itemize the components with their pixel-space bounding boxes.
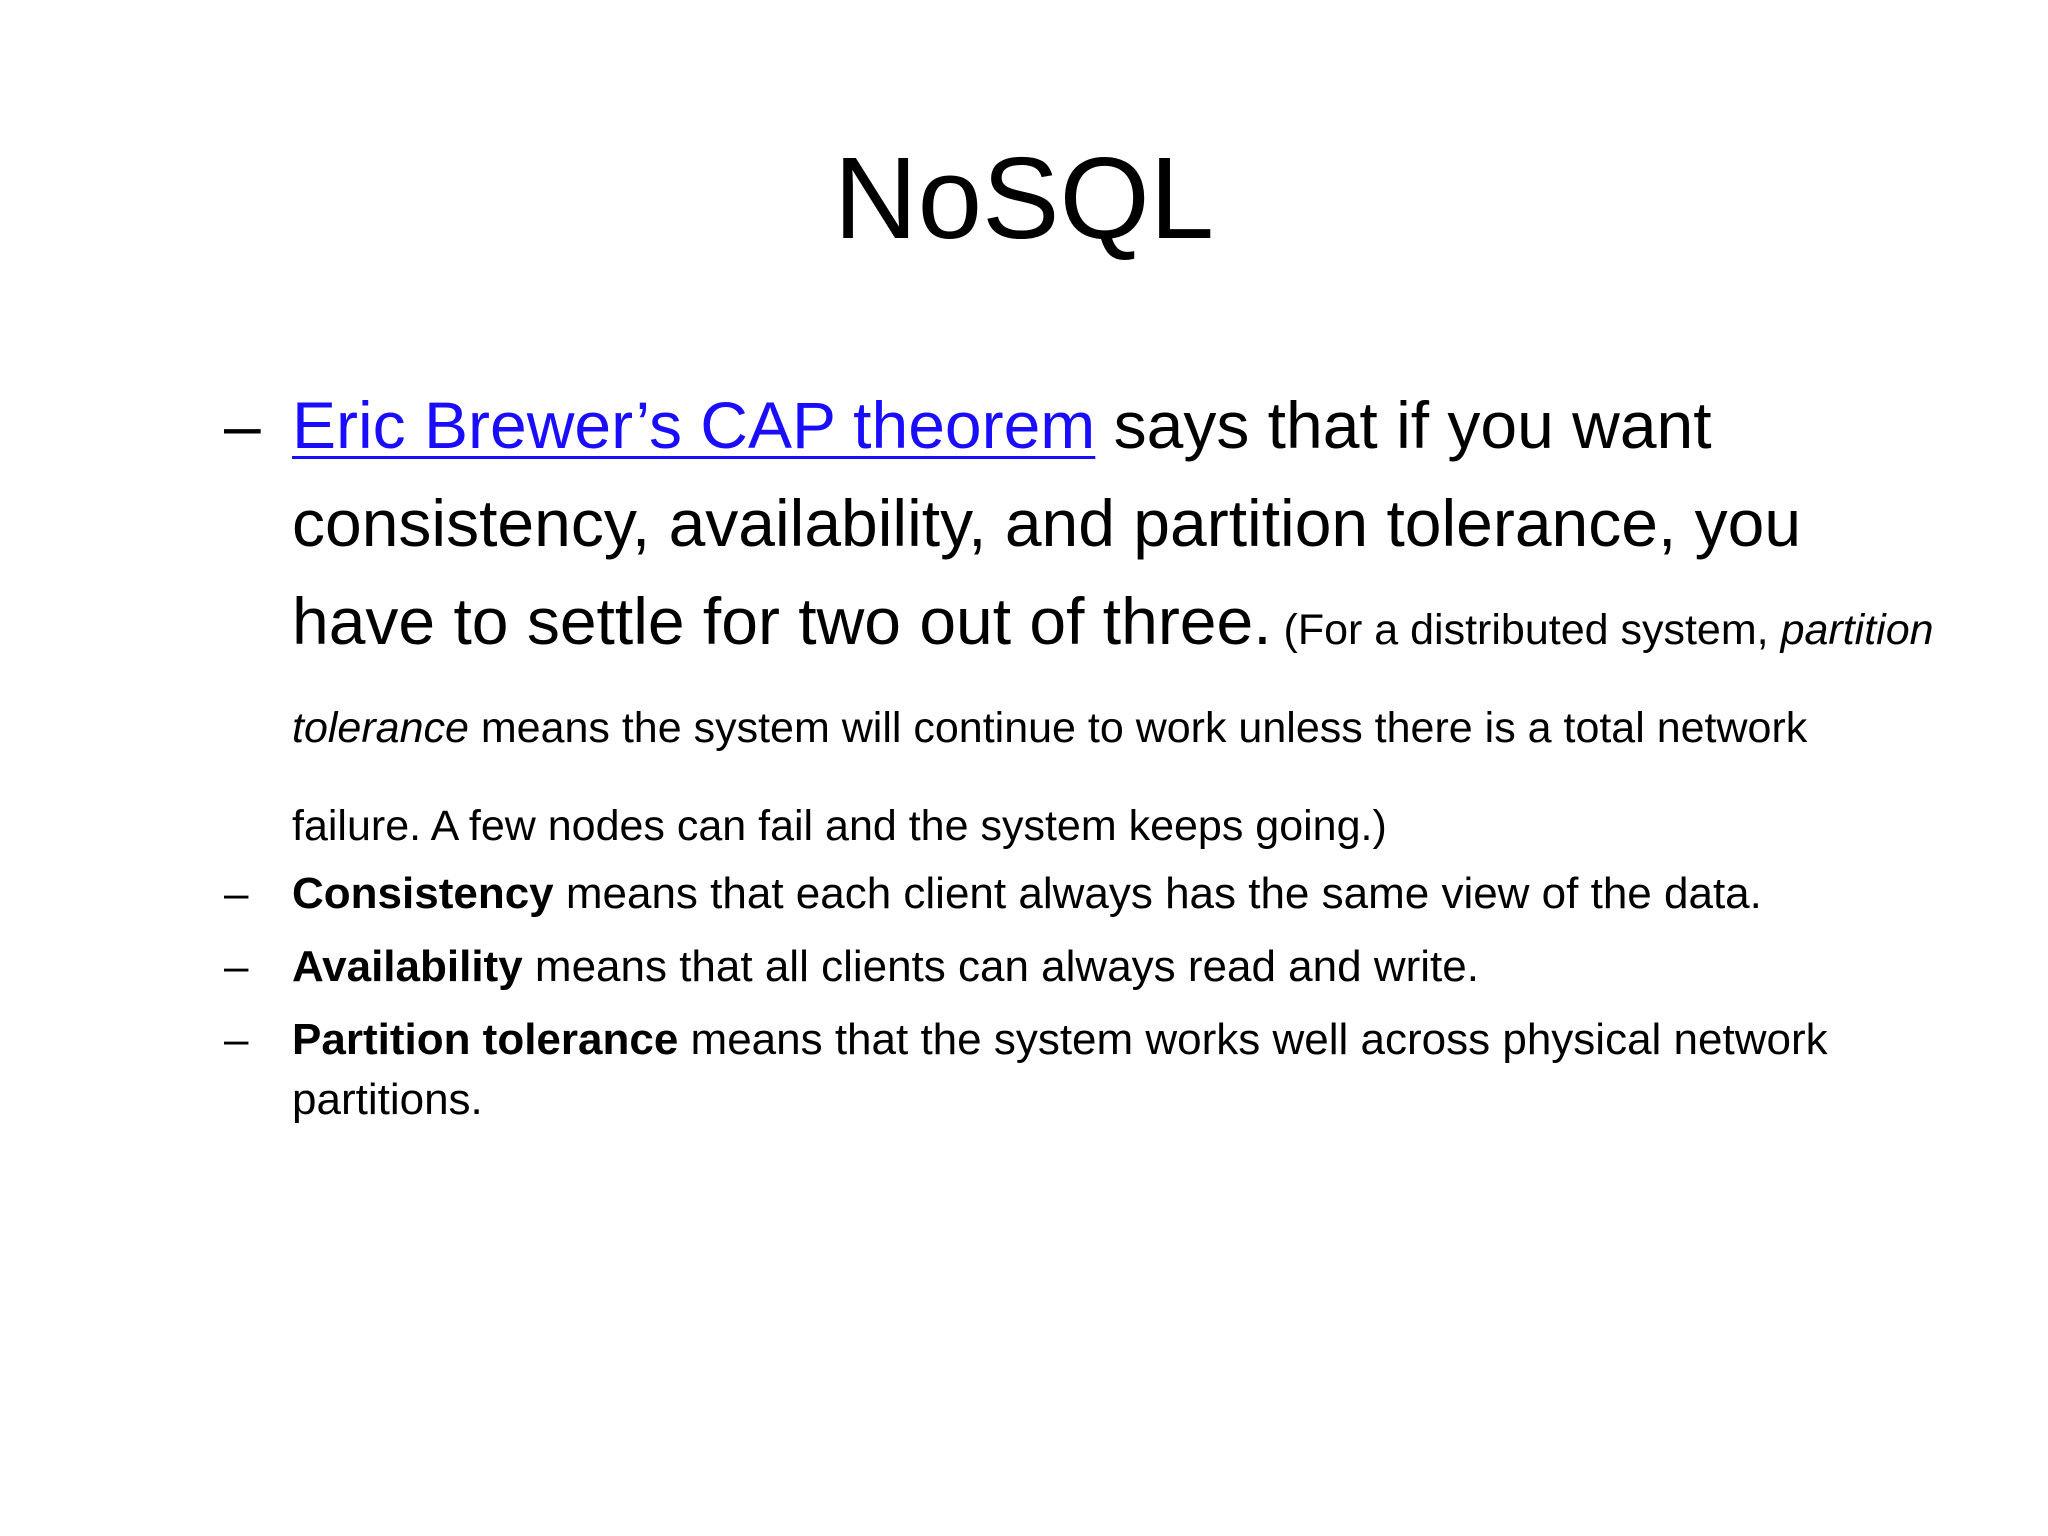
- definition-description: means that each client always has the same view of the data.: [553, 869, 1762, 918]
- bullet-dash: –: [224, 388, 261, 462]
- definition-text: [292, 1010, 1992, 1130]
- partition-note-term: partition tolerance: [292, 606, 1934, 752]
- bullet-dash: –: [224, 869, 249, 918]
- main-bullet-text: [292, 376, 1942, 866]
- definition-text: [292, 937, 1992, 997]
- definition-term: Availability: [292, 942, 523, 991]
- definition-description: means that the system works well across physical network partitions.: [292, 1015, 1828, 1124]
- slide-title: NoSQL: [833, 133, 1215, 263]
- definition-term: Partition tolerance: [292, 1015, 679, 1064]
- main-bullet-sentence: says that if you want consistency, availability, and partition tolerance, you have to settle for two out of three.: [292, 388, 1802, 658]
- bullet-dash: –: [224, 942, 249, 991]
- definition-description: means that all clients can always read and write.: [522, 942, 1479, 991]
- definition-term: Consistency: [292, 869, 554, 918]
- partition-note-prefix: (For a distributed system,: [1271, 606, 1781, 654]
- partition-note-suffix: means the system will continue to work unless there is a total network failure. A few nodes can fail and the system keeps going.): [292, 704, 1808, 850]
- bullet-dash: –: [224, 1015, 249, 1064]
- definition-text: [292, 864, 1992, 924]
- cap-theorem-link[interactable]: Eric Brewer’s CAP theorem: [292, 388, 1096, 462]
